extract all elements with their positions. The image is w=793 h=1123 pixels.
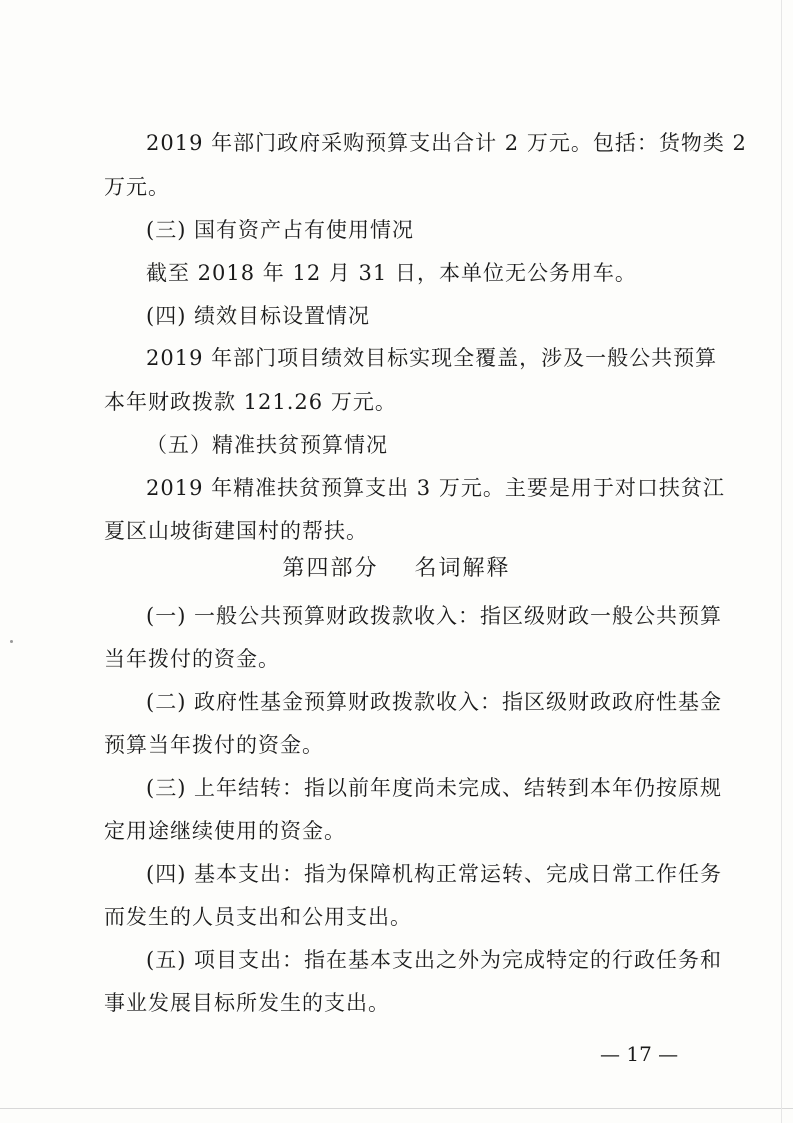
definition-line: 定用途继续使用的资金。 (104, 819, 346, 843)
definition-line: 事业发展目标所发生的支出。 (104, 991, 390, 1015)
definition-line: 预算当年拨付的资金。 (104, 733, 324, 757)
text-line: 夏区山坡街建国村的帮扶。 (104, 519, 368, 543)
definition-line: (一) 一般公共预算财政拨款收入：指区级财政一般公共预算 (146, 604, 723, 628)
text-line: 2019 年部门项目绩效目标实现全覆盖，涉及一般公共预算 (146, 346, 718, 370)
text-line: 截至 2018 年 12 月 31 日，本单位无公务用车。 (146, 261, 637, 285)
text-line: 本年财政拨款 121.26 万元。 (104, 390, 397, 414)
section-heading: （五）精准扶贫预算情况 (146, 433, 388, 457)
definition-line: (四) 基本支出：指为保障机构正常运转、完成日常工作任务 (146, 862, 723, 886)
page-number: — 17 — (600, 1042, 679, 1066)
scan-edge-bottom (0, 1108, 793, 1109)
text-line: 万元。 (104, 175, 170, 199)
section-heading: (三) 国有资产占有使用情况 (146, 218, 415, 242)
part-heading: 第四部分 名词解释 (282, 556, 511, 581)
definition-line: 当年拨付的资金。 (104, 647, 280, 671)
scan-mark (10, 640, 13, 643)
section-heading: (四) 绩效目标设置情况 (146, 304, 371, 328)
definition-line: (二) 政府性基金预算财政拨款收入：指区级财政政府性基金 (146, 690, 723, 714)
text-line: 2019 年精准扶贫预算支出 3 万元。主要是用于对口扶贫江 (146, 476, 725, 500)
text-line: 2019 年部门政府采购预算支出合计 2 万元。包括：货物类 2 (146, 131, 747, 155)
definition-line: (五) 项目支出：指在基本支出之外为完成特定的行政任务和 (146, 948, 723, 972)
scan-edge-right (781, 0, 782, 1123)
definition-line: (三) 上年结转：指以前年度尚未完成、结转到本年仍按原规 (146, 776, 723, 800)
definition-line: 而发生的人员支出和公用支出。 (104, 905, 412, 929)
